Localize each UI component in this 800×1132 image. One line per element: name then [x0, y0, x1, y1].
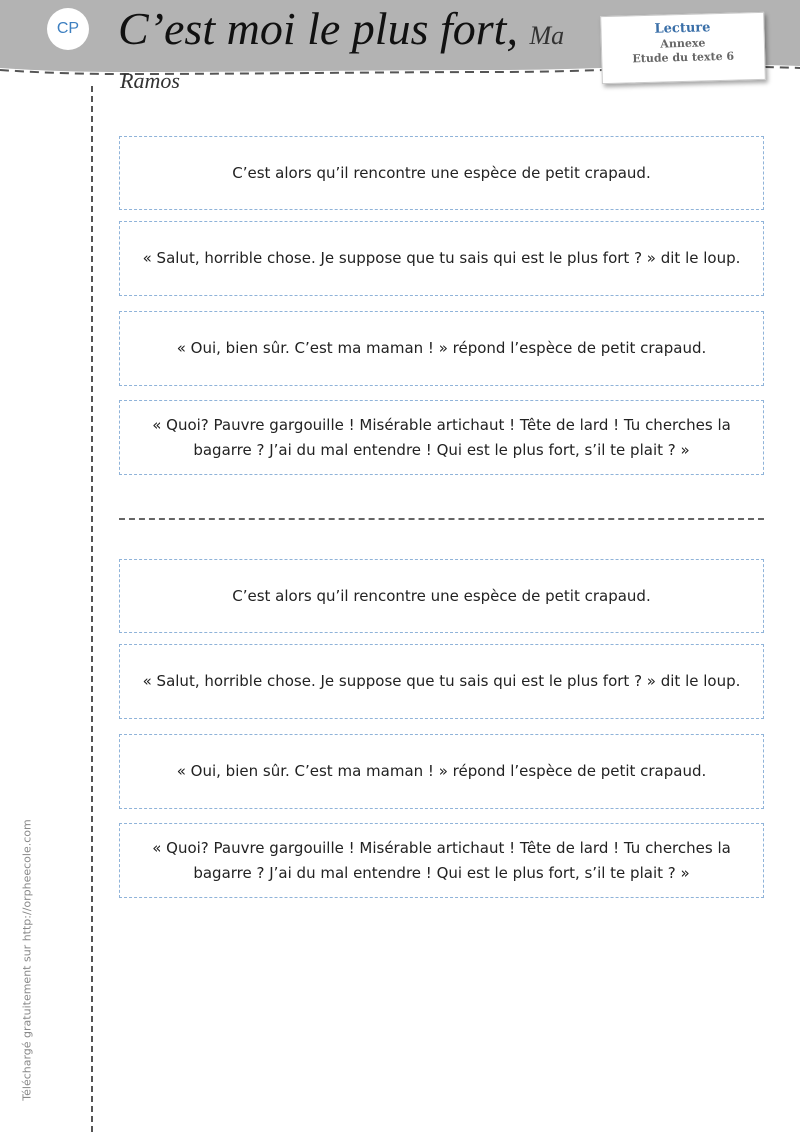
text-card: « Salut, horrible chose. Je suppose que tu sais qui est le plus fort ? » dit le loup.	[119, 644, 764, 719]
text-card: C’est alors qu’il rencontre une espèce de petit crapaud.	[119, 559, 764, 633]
margin-cut-line	[91, 86, 93, 1132]
title-main: C’est moi le plus fort,	[118, 3, 518, 54]
tag-type: Annexe	[660, 36, 706, 51]
page-title	[118, 3, 565, 54]
text-card: « Quoi? Pauvre gargouille ! Misérable artichaut ! Tête de lard ! Tu cherches la bagarre ? J’ai du mal entendre ! Qui est le plus fort, s’il te plait ? »	[119, 823, 764, 898]
level-badge: CP	[47, 8, 89, 50]
title-author-part1: Ma	[529, 21, 565, 50]
text-card: « Salut, horrible chose. Je suppose que tu sais qui est le plus fort ? » dit le loup.	[119, 221, 764, 296]
text-card: C’est alors qu’il rencontre une espèce de petit crapaud.	[119, 136, 764, 210]
text-card: « Quoi? Pauvre gargouille ! Misérable artichaut ! Tête de lard ! Tu cherches la bagarre ? J’ai du mal entendre ! Qui est le plus fort, s’il te plait ? »	[119, 400, 764, 475]
tag-lesson: Etude du texte 6	[632, 49, 735, 66]
text-card: « Oui, bien sûr. C’est ma maman ! » répond l’espèce de petit crapaud.	[119, 734, 764, 809]
text-card: « Oui, bien sûr. C’est ma maman ! » répond l’espèce de petit crapaud.	[119, 311, 764, 386]
download-credit: Téléchargé gratuitement sur http://orpheecole.com	[20, 819, 34, 1101]
cut-separator	[119, 518, 764, 520]
title-author-part2: Ramos	[120, 68, 180, 93]
tag-subject: Lecture	[654, 20, 711, 37]
section-tag	[600, 12, 766, 84]
